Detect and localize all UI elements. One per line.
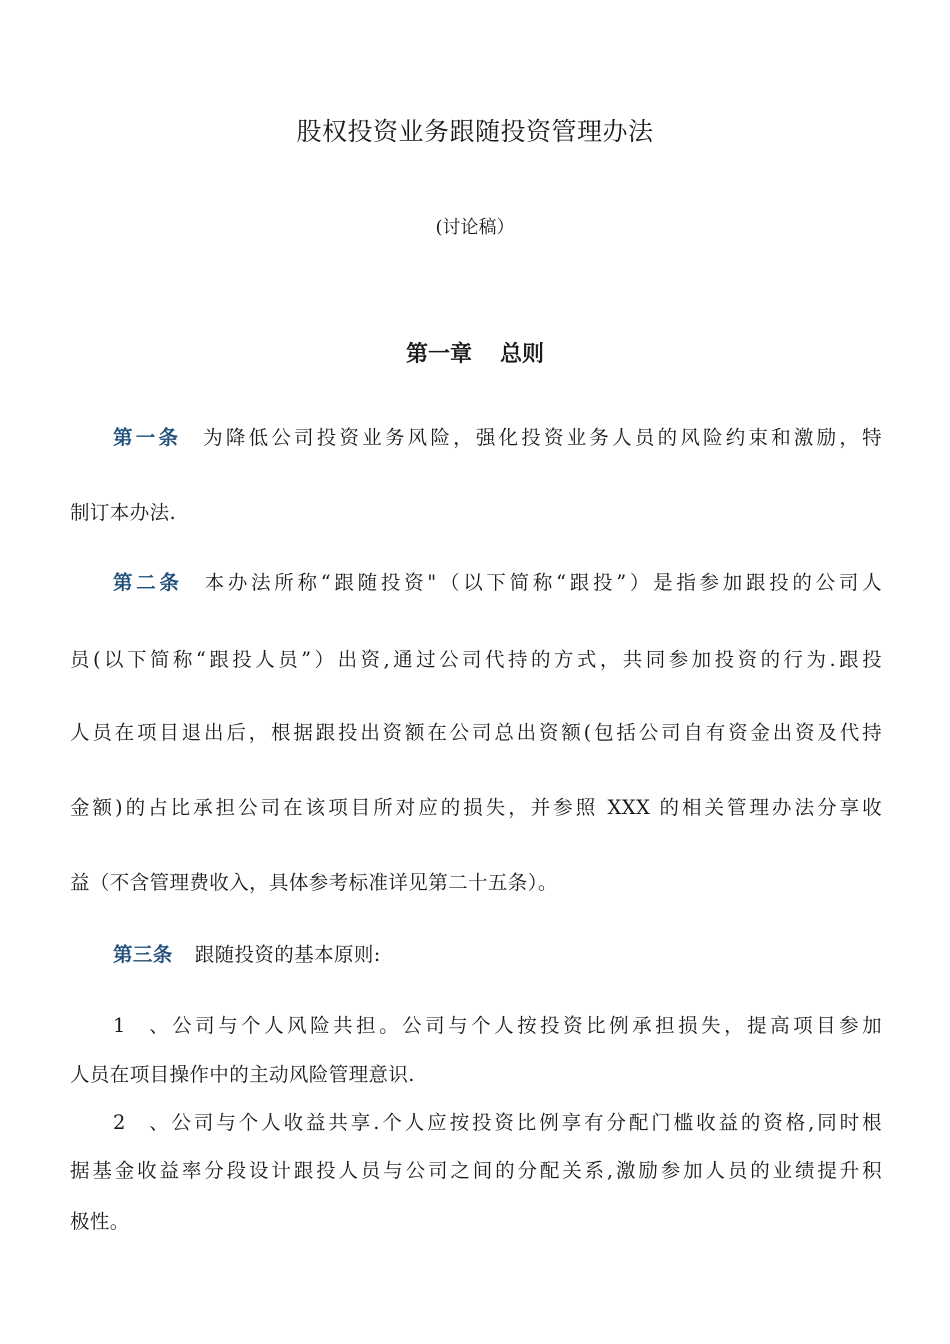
principle-1-line-1 [113,1011,882,1041]
article-label: 第二条 [113,571,183,594]
article-2-line-2: 员(以下简称“跟投人员”）出资,通过公司代持的方式，共同参加投资的行为.跟投 [70,648,882,671]
article-2-line-1 [113,568,882,598]
principle-2-line-1 [113,1108,882,1138]
document-subtitle: (讨论稿） [435,217,515,238]
principle-number: 1、 [113,1014,169,1037]
chapter-name: 总则 [500,342,545,367]
principle-text: 公司与个人风险共担。公司与个人按投资比例承担损失，提高项目参加 [169,1014,882,1037]
article-2-line-4: 金额)的占比承担公司在该项目所对应的损失，并参照 XXX 的相关管理办法分享收 [70,796,882,819]
article-3-line-1 [113,940,882,970]
article-2-line-5: 益（不含管理费收入，具体参考标准详见第二十五条）。 [70,871,558,894]
principle-2-line-3: 极性。 [70,1210,130,1233]
article-1-line-1 [113,423,882,453]
article-1-line-2: 制订本办法. [70,501,177,524]
article-text: 本办法所称“跟随投资"（以下简称“跟投”）是指参加跟投的公司人 [204,571,882,594]
principle-2-line-2: 据基金收益率分段设计跟投人员与公司之间的分配关系,激励参加人员的业绩提升积 [70,1159,882,1182]
chapter-heading [0,337,950,368]
article-text: 为降低公司投资业务风险，强化投资业务人员的风险约束和激励，特 [203,426,882,449]
document-title: 股权投资业务跟随投资管理办法 [296,117,654,146]
chapter-label: 第一章 [405,342,472,367]
article-text: 跟随投资的基本原则: [194,943,381,966]
article-label: 第三条 [113,943,173,966]
principle-1-line-2: 人员在项目操作中的主动风险管理意识. [70,1063,415,1086]
article-label: 第一条 [113,426,182,449]
article-2-line-3: 人员在项目退出后，根据跟投出资额在公司总出资额(包括公司自有资金出资及代持 [70,721,882,744]
principle-number: 2、 [113,1111,169,1134]
principle-text: 公司与个人收益共享.个人应按投资比例享有分配门槛收益的资格,同时根 [169,1111,882,1134]
